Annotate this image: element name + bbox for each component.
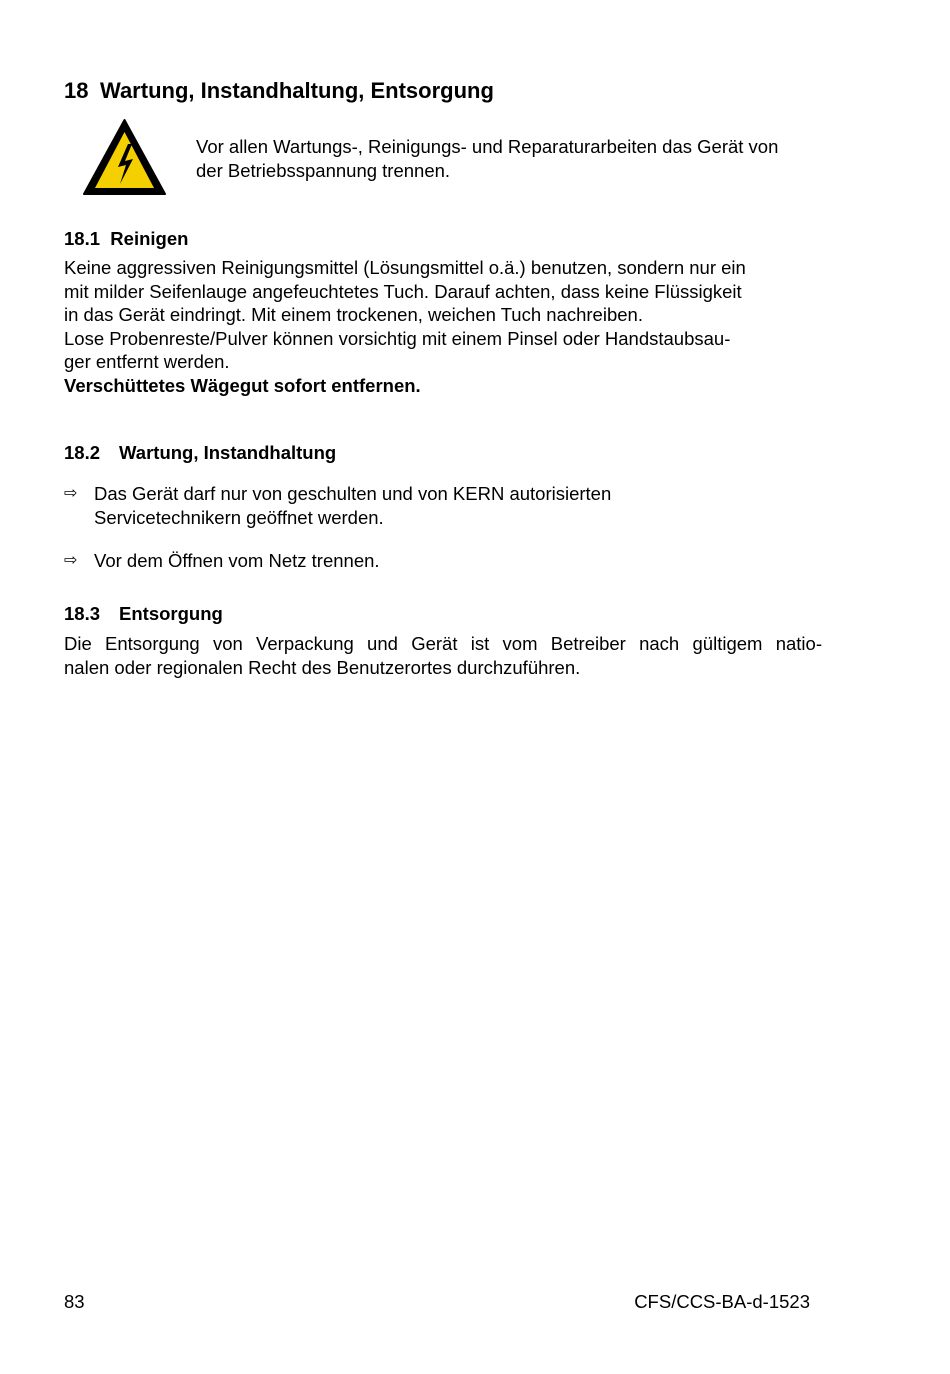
paragraph-line: Keine aggressiven Reinigungsmittel (Lösungsmittel o.ä.) benutzen, sondern nur ein: [64, 257, 746, 278]
paragraph-line: in das Gerät eindringt. Mit einem trockenen, weichen Tuch nachreiben.: [64, 304, 643, 325]
chapter-number: 18: [64, 78, 89, 103]
section-title: Entsorgung: [119, 603, 223, 624]
section-heading-18-2: [64, 442, 336, 464]
section-heading-18-3: [64, 603, 223, 625]
page-number: 83: [64, 1291, 85, 1312]
warning-text: [196, 135, 778, 182]
list-item-line: Servicetechnikern geöffnet werden.: [94, 506, 384, 528]
document-id: CFS/CCS-BA-d-1523: [634, 1291, 810, 1312]
section-number: 18.1: [64, 228, 101, 249]
section-heading-18-1: [64, 228, 188, 250]
arrow-bullet-icon: ⇨: [64, 552, 78, 569]
paragraph-line: mit milder Seifenlauge angefeuchtetes Tuch. Darauf achten, dass keine Flüssigkeit: [64, 280, 742, 302]
paragraph-line: Lose Probenreste/Pulver können vorsichtig mit einem Pinsel oder Handstaubsau-: [64, 327, 731, 349]
warning-line: Vor allen Wartungs-, Reinigungs- und Reparaturarbeiten das Gerät von: [196, 136, 779, 157]
section-number: 18.3: [64, 603, 101, 624]
section-number: 18.2: [64, 442, 101, 463]
list-item-line: Vor dem Öffnen vom Netz trennen.: [94, 550, 380, 571]
warning-line: der Betriebsspannung trennen.: [196, 159, 451, 181]
section-title: Wartung, Instandhaltung: [119, 442, 337, 463]
list-item: [94, 482, 611, 529]
paragraph-line: nalen oder regionalen Recht des Benutzerortes durchzuführen.: [64, 656, 581, 678]
chapter-heading: [64, 78, 494, 104]
arrow-bullet-icon: ⇨: [64, 485, 78, 502]
chapter-title: Wartung, Instandhaltung, Entsorgung: [100, 78, 494, 103]
paragraph-line: Die Entsorgung von Verpackung und Gerät ist vom Betreiber nach gültigem natio-: [64, 633, 822, 654]
section-title: Reinigen: [110, 228, 189, 249]
list-item: [94, 549, 380, 573]
bold-instruction: Verschüttetes Wägegut sofort entfernen.: [64, 374, 421, 396]
list-item-line: Das Gerät darf nur von geschulten und von KERN autorisierten: [94, 483, 612, 504]
paragraph-line: ger entfernt werden.: [64, 351, 230, 372]
section-18-1-paragraph: [64, 256, 816, 397]
high-voltage-warning-icon: [82, 118, 167, 196]
section-18-3-paragraph: [64, 632, 822, 679]
